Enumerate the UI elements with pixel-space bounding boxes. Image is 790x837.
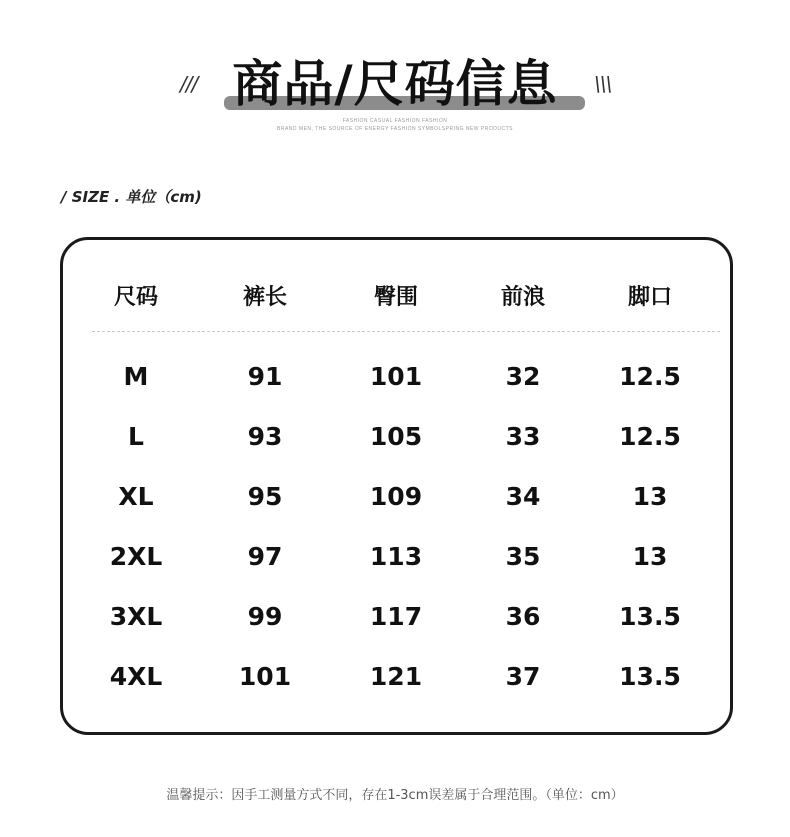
table-cell: 109: [369, 482, 423, 511]
column-header: 脚口: [627, 285, 673, 310]
decorative-slashes-left: ///: [180, 72, 198, 96]
table-cell: 33: [505, 422, 541, 451]
subtitle-line-1: FASHION CASUAL FASHION FASHION: [342, 118, 448, 124]
size-table: [60, 237, 733, 735]
table-cell: 113: [369, 542, 423, 571]
table-cell: 3XL: [109, 602, 163, 631]
table-cell: 97: [247, 542, 283, 571]
table-cell: 13: [632, 542, 668, 571]
table-cell: 2XL: [109, 542, 163, 571]
subtitle-line-2: BRAND MEN, THE SOURCE OF ENERGY FASHION SYMBOLSPRING NEW PRODUCTS: [277, 126, 513, 132]
table-cell: L: [128, 422, 144, 451]
table-cell: 99: [247, 602, 283, 631]
title-section: [0, 40, 790, 140]
table-cell: 37: [505, 662, 541, 691]
column-header: 臀围: [373, 285, 419, 310]
table-cell: XL: [118, 482, 154, 511]
table-cell: 117: [369, 602, 423, 631]
table-cell: 93: [247, 422, 283, 451]
column-header: 裤长: [242, 285, 288, 310]
table-cell: 4XL: [109, 662, 163, 691]
size-unit-label: / SIZE . 单位（cm): [61, 188, 202, 206]
page-title: 商品/尺码信息: [232, 55, 558, 113]
decorative-slashes-right: \\\: [594, 72, 612, 96]
column-header: 尺码: [113, 285, 159, 310]
header-divider: [92, 331, 720, 332]
table-cell: 101: [238, 662, 292, 691]
table-cell: 13.5: [619, 662, 681, 691]
table-cell: 13: [632, 482, 668, 511]
table-cell: 12.5: [619, 362, 681, 391]
table-cell: 121: [369, 662, 423, 691]
table-cell: 95: [247, 482, 283, 511]
table-cell: 101: [369, 362, 423, 391]
table-cell: 32: [505, 362, 541, 391]
table-cell: 91: [247, 362, 283, 391]
table-cell: 105: [369, 422, 423, 451]
measurement-note: 温馨提示：因手工测量方式不同，存在1-3cm误差属于合理范围。（单位：cm）: [166, 788, 624, 803]
table-cell: 12.5: [619, 422, 681, 451]
table-cell: 34: [505, 482, 541, 511]
table-cell: 36: [505, 602, 541, 631]
table-cell: 13.5: [619, 602, 681, 631]
table-cell: 35: [505, 542, 541, 571]
column-header: 前浪: [500, 285, 546, 310]
table-cell: M: [123, 362, 149, 391]
